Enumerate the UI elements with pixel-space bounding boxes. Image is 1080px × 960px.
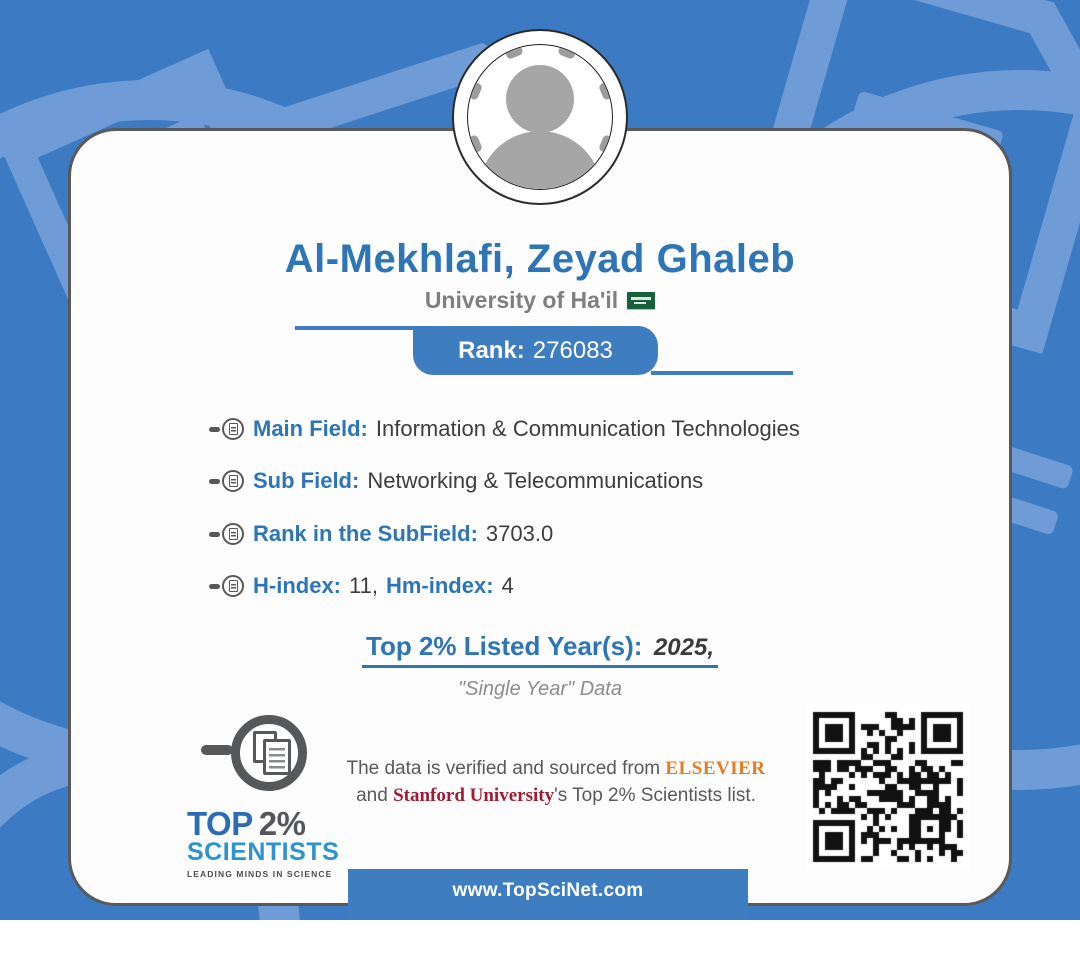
person-silhouette-icon	[467, 44, 613, 190]
field-label: Rank in the SubField:	[253, 521, 478, 546]
avatar-ring-mark	[468, 82, 483, 101]
avatar-ring-mark	[598, 82, 613, 101]
verification-line1: The data is verified and sourced from	[346, 758, 666, 779]
field-value: Information & Communication Technologies	[375, 416, 800, 441]
verification-text	[341, 755, 771, 809]
avatar-ring-mark	[557, 45, 576, 60]
logo-subtitle: SCIENTISTS	[187, 838, 340, 866]
rank-divider-left	[295, 326, 427, 330]
saudi-arabia-flag-icon	[627, 292, 655, 309]
field-value: 3703.0	[485, 521, 554, 546]
listed-years-value: 2025,	[653, 634, 714, 661]
magnifier-document-icon	[209, 418, 244, 440]
field-row-main-field	[209, 414, 800, 444]
avatar-ring-mark	[505, 45, 524, 60]
rank-label: Rank:	[458, 336, 525, 364]
avatar	[452, 29, 628, 205]
field-value: Networking & Telecommunications	[367, 468, 704, 493]
field-row-sub-field	[209, 466, 703, 496]
avatar-ring-mark	[468, 134, 483, 153]
verification-line2-suffix: 's Top 2% Scientists list.	[554, 785, 756, 806]
magnifier-document-logo-icon	[187, 713, 337, 805]
magnifier-document-icon	[209, 470, 244, 492]
top2-scientists-logo	[187, 713, 340, 879]
field-row-h-index	[209, 571, 514, 601]
scientist-name: Al-Mekhlafi, Zeyad Ghaleb	[284, 237, 796, 281]
qr-code	[806, 705, 970, 869]
field-row-subfield-rank	[209, 519, 553, 549]
logo-tagline: LEADING MINDS IN SCIENCE	[187, 869, 333, 879]
listed-years-label: Top 2% Listed Year(s):	[366, 631, 643, 661]
affiliation-text: University of Ha'il	[424, 287, 619, 313]
magnifier-document-icon	[209, 523, 244, 545]
field-value: 4	[501, 573, 514, 598]
field-label: Main Field:	[253, 416, 368, 441]
stanford-wordmark: Stanford University	[393, 785, 555, 806]
logo-title: TOP 2%	[187, 805, 306, 842]
listed-years-line	[362, 631, 718, 668]
elsevier-wordmark: ELSEVIER	[665, 758, 766, 779]
field-label: Sub Field:	[253, 468, 360, 493]
rank-divider-right	[651, 371, 793, 375]
field-label: Hm-index:	[385, 573, 494, 598]
certificate-card	[68, 128, 1012, 906]
magnifier-document-icon	[209, 575, 244, 597]
verification-line2-prefix: and	[356, 785, 394, 806]
single-year-note: "Single Year" Data	[458, 678, 622, 700]
rank-value: 276083	[532, 336, 613, 364]
field-value: 11,	[349, 573, 378, 598]
footer-url: www.TopSciNet.com	[452, 880, 644, 901]
affiliation-row	[71, 287, 1009, 314]
field-label: H-index:	[253, 573, 341, 598]
footer-url-bar[interactable]	[348, 869, 748, 920]
avatar-ring-mark	[598, 134, 613, 153]
rank-banner	[413, 326, 658, 375]
listed-years-block	[71, 631, 1009, 701]
